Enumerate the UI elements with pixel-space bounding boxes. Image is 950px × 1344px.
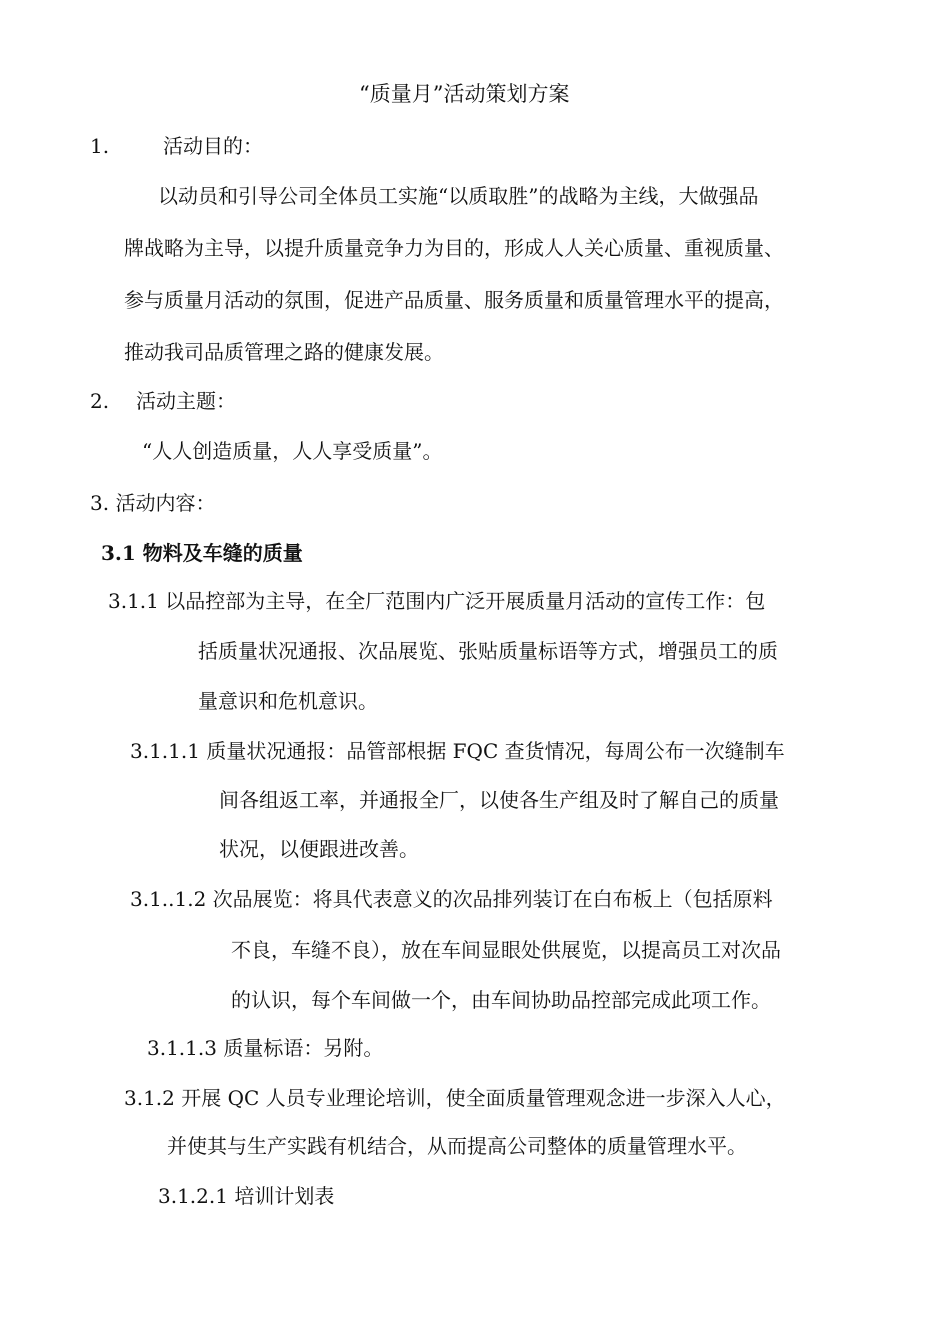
section-3-1-1-2-line: 3.1..1.2 次品展览：将具代表意义的次品排列装订在白布板上（包括原料 bbox=[130, 887, 773, 911]
section-3-1-1-line: 3.1.1 以品控部为主导，在全厂范围内广泛开展质量月活动的宣传工作：包 bbox=[108, 589, 766, 613]
section-2-heading: 活动主题： bbox=[136, 389, 236, 413]
section-3-1-1-2-line: 的认识，每个车间做一个，由车间协助品控部完成此项工作。 bbox=[231, 988, 771, 1012]
section-1-paragraph-line: 以动员和引导公司全体员工实施“以质取胜”的战略为主线，大做强品 bbox=[158, 184, 759, 208]
section-2-number: 2. bbox=[90, 389, 110, 413]
section-3-1-1-1-line: 间各组返工率，并通报全厂，以使各生产组及时了解自己的质量 bbox=[219, 788, 779, 812]
section-3-1-heading: 3.1 物料及车缝的质量 bbox=[101, 541, 303, 565]
document-title: “质量月”活动策划方案 bbox=[359, 82, 570, 106]
section-3-1-1-line: 量意识和危机意识。 bbox=[198, 689, 378, 713]
section-3-1-1-3: 3.1.1.3 质量标语：另附。 bbox=[147, 1036, 384, 1060]
section-1-paragraph-line: 参与质量月活动的氛围，促进产品质量、服务质量和质量管理水平的提高， bbox=[124, 288, 784, 312]
section-1-heading: 活动目的： bbox=[163, 134, 263, 158]
section-3-heading: 3. 活动内容： bbox=[90, 491, 216, 515]
section-1-number: 1. bbox=[90, 134, 110, 158]
section-3-1-1-1-line: 3.1.1.1 质量状况通报：品管部根据 FQC 查货情况，每周公布一次缝制车 bbox=[130, 739, 785, 763]
section-3-1-1-line: 括质量状况通报、次品展览、张贴质量标语等方式，增强员工的质 bbox=[198, 639, 778, 663]
section-3-1-1-2-line: 不良，车缝不良），放在车间显眼处供展览，以提高员工对次品 bbox=[231, 938, 781, 962]
section-3-1-1-1-line: 状况，以便跟进改善。 bbox=[219, 837, 419, 861]
section-3-1-2-line: 3.1.2 开展 QC 人员专业理论培训，使全面质量管理观念进一步深入人心， bbox=[124, 1086, 786, 1110]
section-1-paragraph-line: 牌战略为主导，以提升质量竞争力为目的，形成人人关心质量、重视质量、 bbox=[124, 236, 784, 260]
section-3-1-2-1: 3.1.2.1 培训计划表 bbox=[158, 1184, 335, 1208]
section-3-1-2-line: 并使其与生产实践有机结合，从而提高公司整体的质量管理水平。 bbox=[167, 1134, 747, 1158]
section-2-theme: “人人创造质量，人人享受质量”。 bbox=[142, 439, 443, 463]
section-1-paragraph-line: 推动我司品质管理之路的健康发展。 bbox=[124, 340, 444, 364]
